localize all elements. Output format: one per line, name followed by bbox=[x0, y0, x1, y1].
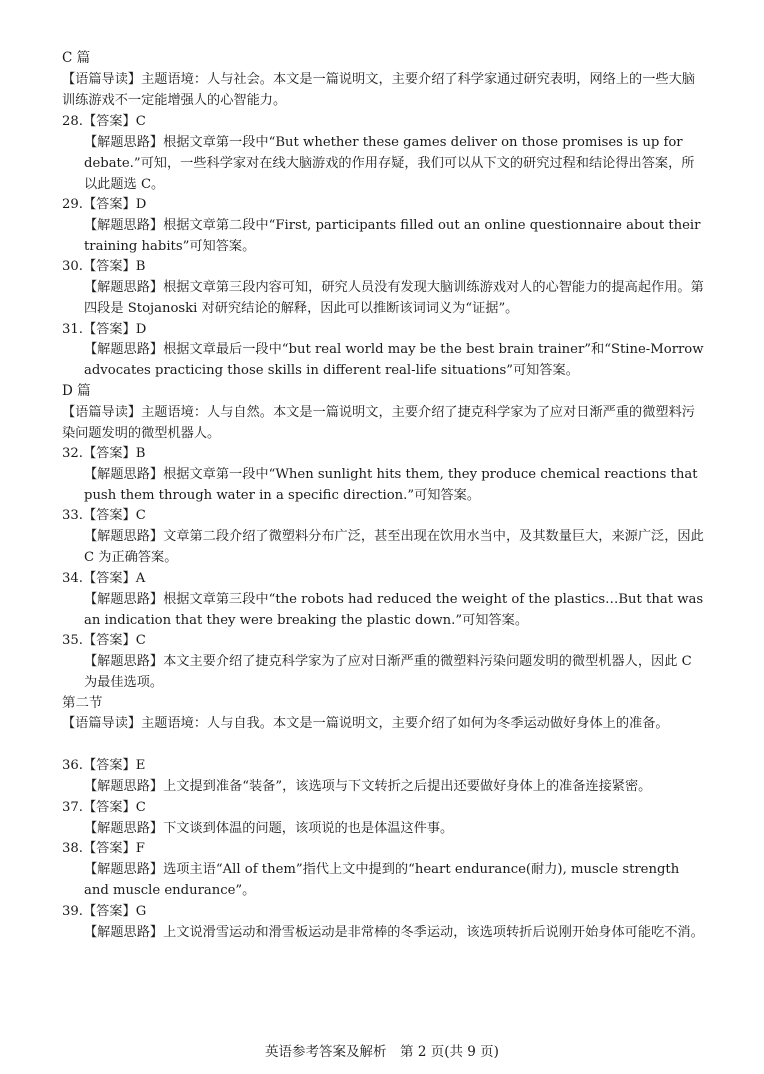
explanation-paragraph: 【解题思路】根据文章第三段内容可知，研究人员没有发现大脑训练游戏对人的心智能力的提高起作用。第四段是 Stojanoski 对研究结论的解释，因此可以推断该词词义为“证据”。 bbox=[84, 280, 704, 316]
text-line: 【语篇导读】主题语境：人与自我。本文是一篇说明文，主要介绍了如何为冬季运动做好身体上的准备。 bbox=[62, 716, 669, 731]
text-line: 【语篇导读】主题语境：人与社会。本文是一篇说明文，主要介绍了科学家通过研究表明，网络上的一些大脑训练游戏不一定能增强人的心智能力。 bbox=[62, 72, 695, 108]
section-heading: 第二节 bbox=[62, 695, 103, 711]
page-footer: 英语参考答案及解析 第 2 页(共 9 页) bbox=[265, 1044, 499, 1060]
explanation-paragraph: 【解题思路】根据文章第三段中“the robots had reduced the weight of the plastics…But that was an indication that they were breaking the plastic down.”可知答案。 bbox=[84, 592, 704, 628]
text-line: 35.【答案】C bbox=[62, 633, 146, 648]
text-line: 32.【答案】B bbox=[62, 446, 146, 461]
text-line: 33.【答案】C bbox=[62, 508, 146, 523]
section-heading: C 篇 bbox=[62, 50, 91, 66]
explanation-paragraph: 【解题思路】文章第二段介绍了微塑料分布广泛，甚至出现在饮用水当中，及其数量巨大，来源广泛，因此 C 为正确答案。 bbox=[84, 529, 704, 565]
text-line: 36.【答案】E bbox=[62, 758, 146, 773]
text-line: 38.【答案】F bbox=[62, 841, 145, 856]
text-line: 29.【答案】D bbox=[62, 197, 147, 212]
section-heading: D 篇 bbox=[62, 383, 91, 399]
explanation-paragraph: 【解题思路】选项主语“All of them”指代上文中提到的“heart endurance(耐力), muscle strength and muscle endurance”。 bbox=[84, 862, 680, 898]
text-line: 28.【答案】C bbox=[62, 114, 146, 129]
explanation-paragraph: 【解题思路】根据文章第一段中“When sunlight hits them, they produce chemical reactions that push them through water in a specific direction.”可知答案。 bbox=[84, 467, 698, 503]
text-line: 【语篇导读】主题语境：人与自然。本文是一篇说明文，主要介绍了捷克科学家为了应对日渐严重的微塑料污染问题发明的微型机器人。 bbox=[62, 405, 695, 441]
text-line: 34.【答案】A bbox=[62, 571, 146, 586]
text-line: 39.【答案】G bbox=[62, 904, 147, 919]
text-line: 31.【答案】D bbox=[62, 322, 147, 337]
explanation-paragraph: 【解题思路】上文说滑雪运动和滑雪板运动是非常棒的冬季运动，该选项转折后说刚开始身体可能吃不消。 bbox=[84, 925, 704, 940]
explanation-paragraph: 【解题思路】上文提到准备“装备”，该选项与下文转折之后提出还要做好身体上的准备连接紧密。 bbox=[84, 779, 652, 794]
text-line: 30.【答案】B bbox=[62, 259, 146, 274]
explanation-paragraph: 【解题思路】根据文章第一段中“But whether these games deliver on those promises is up for debate.”可知，一些科学家对在线大脑游戏的作用存疑，我们可以从下文的研究过程和结论得出答案，所以此题选 C。 bbox=[84, 135, 695, 192]
text-line: 37.【答案】C bbox=[62, 800, 146, 815]
explanation-paragraph: 【解题思路】根据文章最后一段中“but real world may be the best brain trainer”和“Stine-Morrow advocates practicing those skills in different real-life situations”可知答案。 bbox=[84, 342, 704, 378]
explanation-paragraph: 【解题思路】下文谈到体温的问题，该项说的也是体温这件事。 bbox=[84, 821, 454, 836]
explanation-paragraph: 【解题思路】本文主要介绍了捷克科学家为了应对日渐严重的微塑料污染问题发明的微型机器人，因此 C 为最佳选项。 bbox=[84, 654, 692, 690]
explanation-paragraph: 【解题思路】根据文章第二段中“First, participants filled out an online questionnaire about their training habits”可知答案。 bbox=[84, 218, 701, 254]
